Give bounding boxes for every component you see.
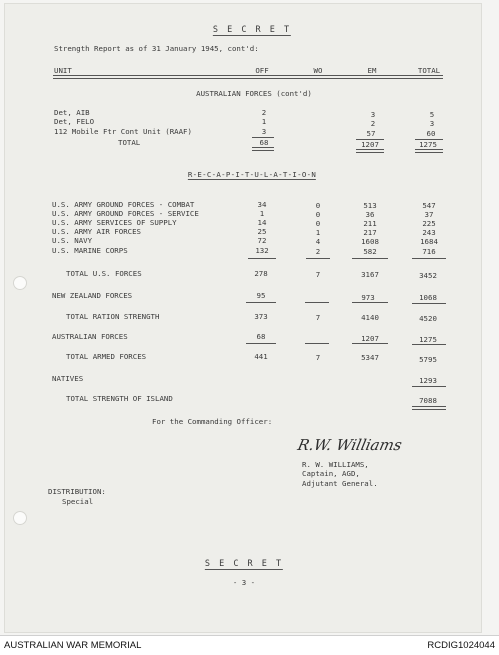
cell-off: 95	[256, 291, 266, 300]
australian-heading: AUSTRALIAN FORCES (cont'd)	[196, 89, 312, 98]
total-rule	[252, 147, 274, 151]
cell-off: 68	[256, 332, 266, 341]
sum-rule	[352, 258, 388, 259]
cell-total: 3452	[419, 271, 437, 280]
cell-wo: 4	[315, 237, 321, 246]
secret-heading-top: S E C R E T	[212, 25, 292, 35]
table-row-unit: U.S. ARMY GROUND FORCES - COMBAT	[52, 200, 195, 209]
cell-off: 68	[259, 138, 269, 147]
secret-heading-bottom: S E C R E T	[204, 559, 284, 569]
report-subtitle: Strength Report as of 31 January 1945, cont'd:	[54, 44, 259, 53]
punch-hole	[13, 276, 27, 290]
summary-label: TOTAL STRENGTH OF ISLAND	[66, 394, 173, 403]
page-number: - 3 -	[232, 578, 256, 587]
cell-off: 132	[255, 246, 269, 255]
cell-em: 3	[370, 110, 376, 119]
cell-em: 217	[363, 228, 377, 237]
cell-total: 7088	[419, 396, 437, 405]
cell-off: 1	[259, 209, 265, 218]
cell-off: 34	[257, 200, 267, 209]
cell-total: 1684	[420, 237, 438, 246]
cell-off: 441	[254, 352, 268, 361]
archive-footer	[0, 635, 499, 655]
sum-rule	[246, 302, 276, 303]
table-row-unit: U.S. NAVY	[52, 236, 93, 245]
cell-off: 278	[254, 269, 268, 278]
col-off: OFF	[255, 66, 269, 75]
sum-rule	[306, 258, 330, 259]
summary-label: TOTAL RATION STRENGTH	[66, 312, 160, 321]
sum-rule	[412, 258, 446, 259]
cell-off: 1	[261, 117, 267, 126]
col-em: EM	[367, 66, 377, 75]
sum-rule	[412, 344, 446, 345]
summary-label: AUSTRALIAN FORCES	[52, 332, 128, 341]
sum-rule	[352, 302, 388, 303]
cell-total: 1275	[419, 140, 437, 149]
cell-off: 14	[257, 218, 267, 227]
cell-off: 3	[261, 127, 267, 136]
cell-em: 57	[366, 129, 376, 138]
summary-label: TOTAL U.S. FORCES	[66, 269, 142, 278]
summary-label: TOTAL ARMED FORCES	[66, 352, 147, 361]
cell-wo: 0	[315, 219, 321, 228]
summary-label: NEW ZEALAND FORCES	[52, 291, 133, 300]
cell-total: 5795	[419, 355, 437, 364]
distribution-value: Special	[62, 497, 94, 506]
header-rule	[53, 75, 443, 79]
total-label: TOTAL	[118, 138, 141, 147]
cell-em: 2	[370, 119, 376, 128]
cell-total: 1293	[419, 376, 437, 385]
cell-total: 5	[429, 110, 435, 119]
cell-total: 225	[422, 219, 436, 228]
cell-total: 547	[422, 201, 436, 210]
cell-em: 5347	[361, 353, 379, 362]
sum-rule	[412, 386, 446, 387]
col-total: TOTAL	[417, 66, 441, 75]
recap-heading: R-E-C-A-P-I-T-U-L-A-T-I-O-N	[187, 170, 317, 179]
archive-name: AUSTRALIAN WAR MEMORIAL	[4, 640, 142, 651]
cell-em: 513	[363, 201, 377, 210]
summary-label: NATIVES	[52, 374, 84, 383]
cell-wo: 0	[315, 210, 321, 219]
cell-wo: 2	[315, 247, 321, 256]
punch-hole	[13, 511, 27, 525]
cell-em: 36	[365, 210, 375, 219]
cell-total: 3	[429, 119, 435, 128]
signatory-name: R. W. WILLIAMS,	[302, 460, 369, 469]
cell-off: 373	[254, 312, 268, 321]
cell-em: 582	[363, 247, 377, 256]
table-row-unit: U.S. ARMY SERVICES OF SUPPLY	[52, 218, 177, 227]
distribution-label: DISTRIBUTION:	[48, 487, 106, 496]
cell-wo: 7	[315, 353, 321, 362]
cell-wo: 7	[315, 270, 321, 279]
total-rule	[356, 149, 384, 153]
table-row-unit: Det, AIB	[54, 108, 90, 117]
for-commanding-officer: For the Commanding Officer:	[152, 417, 273, 426]
cell-wo: 0	[315, 201, 321, 210]
sum-rule	[412, 303, 446, 304]
cell-total: 4520	[419, 314, 437, 323]
total-rule	[412, 406, 446, 410]
cell-total: 243	[422, 228, 436, 237]
total-rule	[415, 149, 443, 153]
archive-id: RCDIG1024044	[427, 640, 495, 651]
cell-em: 3167	[361, 270, 379, 279]
col-unit: UNIT	[54, 66, 72, 75]
sum-rule	[246, 343, 276, 344]
cell-em: 4140	[361, 313, 379, 322]
cell-em: 1207	[361, 140, 379, 149]
signatory-rank: Captain, AGD,	[302, 469, 360, 478]
cell-em: 211	[363, 219, 377, 228]
signatory-title: Adjutant General.	[302, 479, 378, 488]
cell-wo: 7	[315, 313, 321, 322]
cell-wo: 1	[315, 228, 321, 237]
table-row-unit: U.S. ARMY AIR FORCES	[52, 227, 141, 236]
sum-rule	[305, 302, 329, 303]
table-row-unit: Det, FELO	[54, 117, 95, 126]
table-row-unit: U.S. MARINE CORPS	[52, 246, 128, 255]
cell-off: 25	[257, 227, 267, 236]
cell-em: 973	[361, 293, 375, 302]
cell-off: 2	[261, 108, 267, 117]
handwritten-signature: R.W. Williams	[296, 436, 404, 454]
sum-rule	[305, 343, 329, 344]
cell-total: 1068	[419, 293, 437, 302]
sum-rule	[352, 343, 388, 344]
cell-em: 1608	[361, 237, 379, 246]
col-wo: WO	[313, 66, 323, 75]
cell-total: 37	[424, 210, 434, 219]
cell-total: 60	[426, 129, 436, 138]
table-row-unit: U.S. ARMY GROUND FORCES - SERVICE	[52, 209, 199, 218]
cell-total: 716	[422, 247, 436, 256]
table-row-unit: 112 Mobile Ftr Cont Unit (RAAF)	[54, 127, 192, 136]
cell-off: 72	[257, 236, 267, 245]
cell-em: 1207	[361, 334, 379, 343]
cell-total: 1275	[419, 335, 437, 344]
sum-rule	[248, 258, 276, 259]
